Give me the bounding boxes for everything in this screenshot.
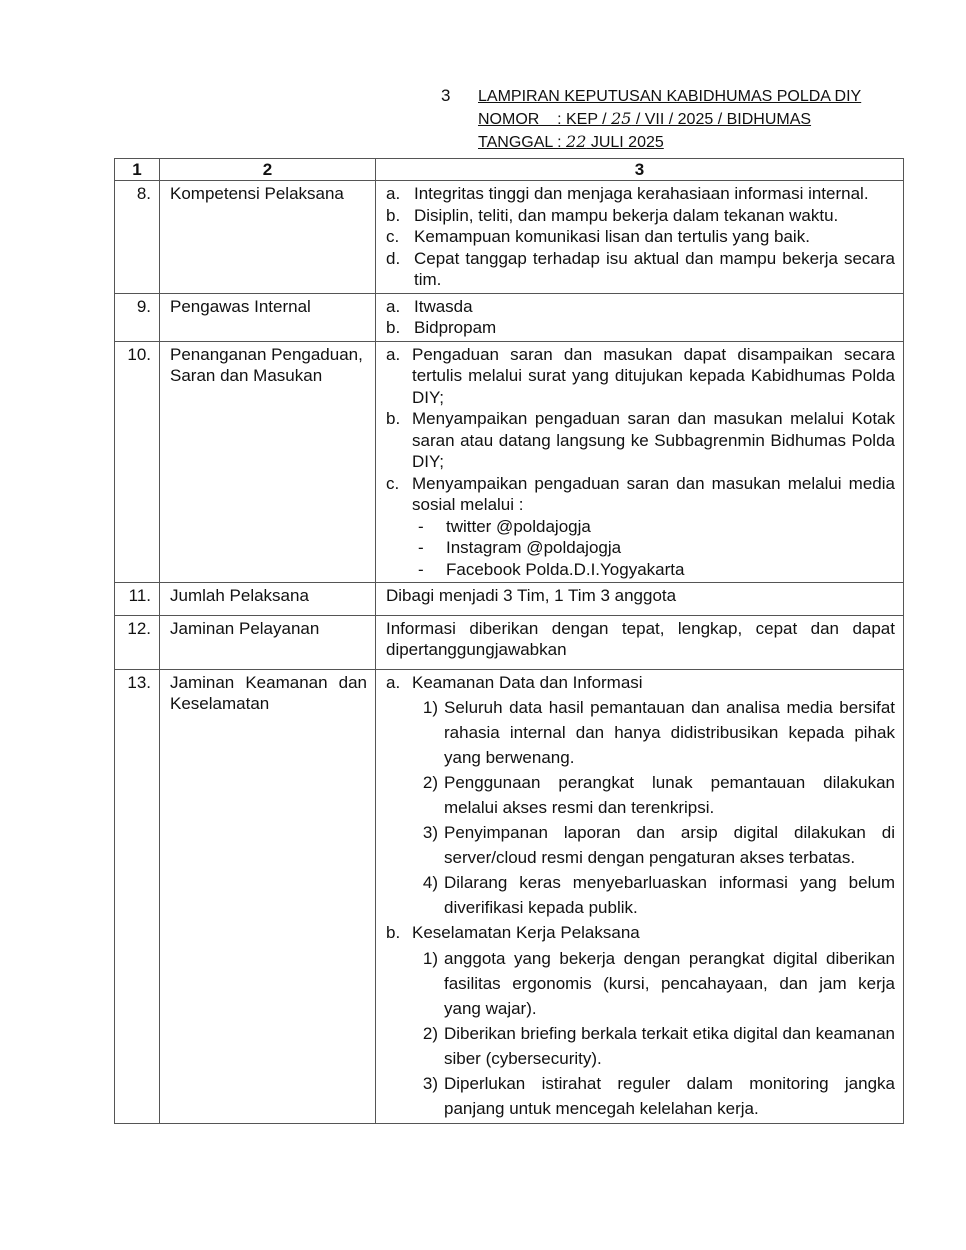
page-number: 3 <box>441 86 451 105</box>
decree-header <box>478 86 861 154</box>
list-marker: b. <box>386 923 401 942</box>
section-title: Keselamatan Kerja Pelaksana <box>412 923 640 942</box>
list-marker: a. <box>386 296 401 316</box>
list-marker: - <box>418 559 424 579</box>
list-text: Kemampuan komunikasi lisan dan tertulis yang baik. <box>414 227 810 246</box>
list-item <box>386 248 895 291</box>
list-text: Diperlukan istirahat reguler dalam monitoring jangka panjang untuk mencegah kelelahan kerja. <box>444 1073 895 1118</box>
social-account: Instagram @poldajogja <box>446 538 622 557</box>
row-content: Dibagi menjadi 3 Tim, 1 Tim 3 anggota <box>376 583 904 616</box>
decree-number <box>478 108 861 131</box>
list-text: Seluruh data hasil pemantauan dan analisa media bersifat rahasia internal dan hanya didistribusikan kepada pihak yang berwenang. <box>444 698 895 767</box>
list-marker: 3) <box>422 1073 438 1093</box>
list-item <box>386 205 895 227</box>
list-marker: a. <box>386 184 401 203</box>
list-text: Dilarang keras menyebarluaskan informasi yang belum diverifikasi kepada publik. <box>444 873 895 917</box>
table-row <box>115 181 904 294</box>
column-header: 2 <box>160 159 376 181</box>
list-marker: b. <box>386 318 401 337</box>
row-content <box>376 669 904 1123</box>
list-text: Disiplin, teliti, dan mampu bekerja dalam tekanan waktu. <box>414 205 839 225</box>
row-content: Informasi diberikan dengan tepat, lengkap, cepat dan dapat dipertanggungjawabkan <box>376 615 904 669</box>
row-label: Kompetensi Pelaksana <box>160 181 376 294</box>
list-text: Menyampaikan pengaduan saran dan masukan melalui Kotak saran atau datang langsung ke Subbagrenmin Bidhumas Polda DIY; <box>412 409 895 471</box>
list-item <box>412 1071 895 1121</box>
row-number: 11. <box>115 583 160 616</box>
list-item <box>418 559 895 581</box>
list-marker: 2) <box>422 773 438 792</box>
list-item <box>386 922 895 1121</box>
row-content <box>376 293 904 341</box>
list-text: Itwasda <box>414 296 473 316</box>
decree-number-handwritten: 25 <box>611 109 632 128</box>
list-marker: a. <box>386 672 401 692</box>
table-row <box>115 583 904 616</box>
list-marker: - <box>418 538 424 557</box>
list-item <box>386 473 895 516</box>
row-number: 8. <box>115 181 160 294</box>
list-marker: 1) <box>422 948 438 968</box>
list-item <box>412 820 895 870</box>
decree-date-prefix: TANGGAL : <box>478 134 567 151</box>
list-item <box>386 344 895 409</box>
list-marker: 4) <box>422 873 438 892</box>
list-text: Penggunaan perangkat lunak pemantauan dilakukan melalui akses resmi dan terenkripsi. <box>444 773 895 817</box>
list-item <box>418 537 895 559</box>
list-item <box>386 317 895 339</box>
list-marker: c. <box>386 473 400 493</box>
decree-date-suffix: JULI 2025 <box>586 134 664 151</box>
list-item <box>386 226 895 248</box>
list-item <box>412 1021 895 1071</box>
list-marker: 3) <box>422 823 438 842</box>
list-text: Cepat tanggap terhadap isu aktual dan mampu bekerja secara tim. <box>414 248 895 289</box>
row-number: 9. <box>115 293 160 341</box>
list-marker: b. <box>386 409 401 428</box>
list-text: Bidpropam <box>414 318 497 337</box>
list-text: Penyimpanan laporan dan arsip digital dilakukan di server/cloud resmi dengan pengaturan akses terbatas. <box>444 823 895 867</box>
row-number: 12. <box>115 615 160 669</box>
list-item <box>412 946 895 1021</box>
list-text: Menyampaikan pengaduan saran dan masukan melalui media sosial melalui : <box>412 473 895 514</box>
list-text: Pengaduan saran dan masukan dapat disampaikan secara tertulis melalui surat yang ditujukan kepada Kabidhumas Polda DIY; <box>412 344 895 407</box>
list-marker: c. <box>386 227 400 246</box>
list-marker: b. <box>386 205 401 225</box>
row-number: 10. <box>115 341 160 583</box>
list-marker: 2) <box>422 1023 438 1043</box>
list-item <box>418 516 895 538</box>
row-label: Penanganan Pengaduan, Saran dan Masukan <box>160 341 376 583</box>
social-account: twitter @poldajogja <box>446 516 591 536</box>
decree-title: LAMPIRAN KEPUTUSAN KABIDHUMAS POLDA DIY <box>478 88 862 105</box>
list-item <box>386 183 895 205</box>
list-item <box>412 695 895 770</box>
list-marker: - <box>418 516 424 536</box>
list-item <box>386 672 895 921</box>
list-item <box>386 296 895 318</box>
service-standard-table <box>114 158 904 1124</box>
row-content <box>376 341 904 583</box>
list-text: Integritas tinggi dan menjaga kerahasiaan informasi internal. <box>414 184 869 203</box>
row-label: Jaminan Pelayanan <box>160 615 376 669</box>
column-header: 3 <box>376 159 904 181</box>
table-row <box>115 615 904 669</box>
list-marker: 1) <box>422 698 438 717</box>
column-header: 1 <box>115 159 160 181</box>
list-item <box>412 770 895 820</box>
list-marker: a. <box>386 344 401 364</box>
decree-number-suffix: / VII / 2025 / BIDHUMAS <box>631 111 812 128</box>
row-label: Jumlah Pelaksana <box>160 583 376 616</box>
table-row <box>115 341 904 583</box>
table-row <box>115 293 904 341</box>
list-text: Diberikan briefing berkala terkait etika digital dan keamanan siber (cybersecurity). <box>444 1023 895 1068</box>
social-account: Facebook Polda.D.I.Yogyakarta <box>446 559 685 579</box>
section-title: Keamanan Data dan Informasi <box>412 672 643 692</box>
row-label: Pengawas Internal <box>160 293 376 341</box>
list-marker: d. <box>386 248 401 268</box>
row-number: 13. <box>115 669 160 1123</box>
table-header-row <box>115 159 904 181</box>
row-content <box>376 181 904 294</box>
decree-number-prefix: NOMOR : KEP / <box>478 111 612 128</box>
decree-date-handwritten: 22 <box>566 132 587 151</box>
list-item <box>412 870 895 920</box>
social-media-list <box>386 516 895 581</box>
decree-date <box>478 131 861 154</box>
table-row <box>115 669 904 1123</box>
list-text: anggota yang bekerja dengan perangkat digital diberikan fasilitas ergonomis (kursi, pencahayaan, dan jam kerja yang wajar). <box>444 948 895 1018</box>
list-item <box>386 408 895 473</box>
row-label: Jaminan Keamanan dan Keselamatan <box>160 669 376 1123</box>
